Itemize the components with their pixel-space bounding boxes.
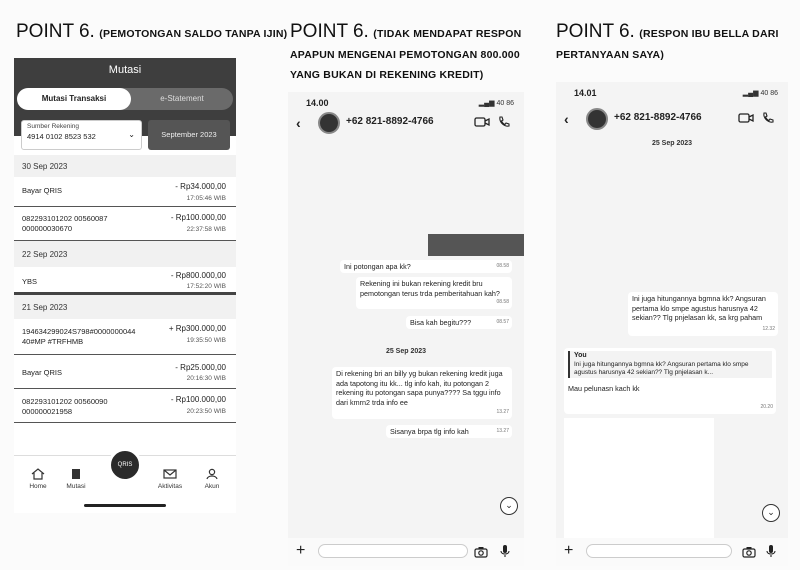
tx-amount: + Rp300.000,00 [168,324,226,333]
message-time: 13.27 [496,427,509,434]
message-time: 13.27 [496,408,509,415]
tx-desc: Bayar QRIS [22,368,63,377]
date-header: 21 Sep 2023 [14,295,236,319]
network-type: 40 [760,90,769,97]
chat-header [556,108,788,132]
plus-icon[interactable]: + [564,542,574,559]
chat-header [288,112,524,136]
month-selector[interactable]: September 2023 [148,120,230,150]
quoted-message[interactable] [568,351,772,378]
transaction-row[interactable] [14,267,236,295]
tx-amount: - Rp25.000,00 [175,363,226,372]
nav-akun-label: Akun [204,483,220,490]
message-input[interactable] [586,544,732,558]
panel1-title-point: POINT 6. [16,21,95,42]
message-time: 12.32 [762,325,775,332]
panel3-title-point: POINT 6. [556,21,635,42]
camera-icon[interactable] [474,546,488,558]
message-time: 08.58 [496,298,509,305]
tx-desc-line2: 000000021958 [22,407,73,416]
nav-aktivitas-label: Aktivitas [157,483,183,490]
status-time: 14.00 [306,98,329,108]
signal-indicator: ▂▄▆ 40 86 [478,100,514,107]
tx-desc: Bayar QRIS [22,186,63,195]
message-bubble[interactable] [340,260,512,273]
nav-home[interactable] [18,468,58,490]
date-header: 22 Sep 2023 [14,241,236,267]
transaction-row[interactable] [14,389,236,423]
microphone-icon[interactable] [500,544,510,558]
status-time: 14.01 [574,88,597,98]
tx-desc: 082293101202 00560090 [22,397,108,406]
microphone-icon[interactable] [766,544,776,558]
panel2-title-point: POINT 6. [290,21,369,42]
message-text: Mau pelunasn kach kk [568,383,640,393]
media-edge [428,234,524,256]
bottom-nav [14,455,236,513]
bank-app-screen [14,58,236,513]
nav-mutasi[interactable] [56,468,96,490]
video-call-icon[interactable] [474,116,490,128]
back-arrow-icon[interactable]: ‹ [296,115,301,131]
tab-mutasi-transaksi[interactable]: Mutasi Transaksi [17,88,131,110]
tx-time: 17:52:20 WIB [186,283,226,290]
panel2-title [290,20,530,84]
message-input-bar [288,538,524,566]
message-input-bar [556,538,788,566]
tx-time: 20:23:50 WIB [186,408,226,415]
tab-e-statement[interactable]: e-Statement [160,94,204,103]
signal-indicator: ▂▄▆ 40 86 [742,90,778,97]
transaction-row[interactable] [14,355,236,389]
avatar[interactable] [318,112,340,134]
panel1-title [16,20,287,44]
tx-time: 19:35:50 WIB [186,337,226,344]
qris-scan-button[interactable]: QRIS [108,448,142,482]
panel3-title-line2: PERTANYAAN SAYA) [556,48,665,61]
panel2-title-line2: APAPUN MENGENAI PEMOTONGAN 800.000 [290,48,520,61]
message-text: Di rekening bri an billy yg bukan rekening kredit juga ada tapotong itu kk... tlg info kah, itu potongan 2 rekening itu potongan sapa punya???? Sa tggu info dari kmrn2 trda info ee [336,369,503,407]
bank-page-title: Mutasi [108,64,142,76]
message-bubble[interactable] [406,316,512,329]
user-icon [206,468,218,480]
transaction-list [14,155,236,423]
home-icon [31,468,45,480]
status-bar [306,98,514,108]
message-text: Rekening ini bukan rekening kredit bru pemotongan terus trda pemberitahuan kah? [360,279,500,298]
message-bubble[interactable] [628,292,778,336]
message-text: Ini potongan apa kk? [344,262,411,271]
contact-name[interactable]: +62 821-8892-4766 [346,116,434,127]
panel2-title-line3: YANG BUKAN DI REKENING KREDIT) [290,68,484,81]
back-arrow-icon[interactable]: ‹ [564,111,569,127]
message-time: 08.57 [496,318,509,325]
tx-time: 20:16:30 WIB [186,375,226,382]
scroll-down-button[interactable]: ⌄ [762,504,780,522]
whatsapp-chat-2 [556,82,788,566]
network-type: 40 [496,100,505,107]
tx-amount: - Rp800.000,00 [170,271,226,280]
phone-icon[interactable] [498,116,510,128]
tx-desc-line2: 40#MP #TRFHMB [22,337,84,346]
date-header: 30 Sep 2023 [14,155,236,177]
rekening-number: 4914 0102 8523 532 [27,132,96,141]
home-indicator [84,504,166,507]
reply-message[interactable] [564,348,776,414]
transaction-row[interactable] [14,207,236,241]
date-separator: 25 Sep 2023 [385,348,427,355]
nav-home-label: Home [29,483,47,490]
phone-icon[interactable] [762,112,774,124]
transaction-row[interactable] [14,177,236,207]
message-time: 20.20 [760,403,773,410]
transaction-row[interactable] [14,319,236,355]
avatar[interactable] [586,108,608,130]
tx-desc: 194634299024S798#0000000044 [22,327,136,336]
battery-level: 86 [506,100,514,107]
status-bar [574,88,778,98]
panel2-title-desc: (TIDAK MENDAPAT RESPON [373,28,522,40]
panel3-title-desc: (RESPON IBU BELLA DARI [639,28,779,40]
message-bubble[interactable] [332,367,512,419]
message-text: Ini juga hitungannya bgmna kk? Angsuran pertama klo smpe agustus harusnya 42 sekian?? Tlg pnjelasan kk, sa krg paham [632,294,766,322]
panel1-title-desc: (PEMOTONGAN SALDO TANPA IJIN) [99,28,288,40]
tx-desc: 082293101202 00560087 [22,214,108,223]
whatsapp-chat-1 [288,92,524,566]
tx-amount: - Rp100.000,00 [170,213,226,222]
nav-akun[interactable] [192,468,232,490]
plus-icon[interactable]: + [296,542,306,559]
tx-time: 17:05:46 WIB [186,195,226,202]
camera-icon[interactable] [742,546,756,558]
document-icon [70,468,82,480]
image-placeholder [564,418,714,538]
rekening-selector[interactable] [21,120,142,150]
message-text: Bisa kah begitu??? [410,318,472,327]
contact-name[interactable]: +62 821-8892-4766 [614,112,702,123]
message-bubble[interactable] [386,425,512,438]
date-separator: 25 Sep 2023 [651,140,693,147]
bank-tabs [17,88,233,110]
nav-aktivitas[interactable] [150,468,190,490]
tx-desc-line2: 000000030670 [22,224,73,233]
video-call-icon[interactable] [738,112,754,124]
rekening-label: Sumber Rekening [27,123,80,130]
tx-amount: - Rp100.000,00 [170,395,226,404]
message-bubble[interactable] [356,277,512,309]
quoted-text: Ini juga hitungannya bgmna kk? Angsuran pertama klo smpe agustus harusnya 42 sekian?? Tlg pnjelasan k... [574,360,749,376]
message-input[interactable] [318,544,468,558]
tx-desc: YBS [22,277,38,286]
panel3-title [556,20,796,64]
tx-time: 22:37:58 WIB [186,226,226,233]
quoted-author: You [574,352,587,359]
tx-amount: - Rp34.000,00 [175,182,226,191]
message-text: Sisanya brpa tlg info kah [390,427,469,436]
chevron-down-icon: ⌄ [128,130,135,139]
scroll-down-button[interactable]: ⌄ [500,497,518,515]
battery-level: 86 [770,90,778,97]
mail-icon [163,468,177,480]
nav-mutasi-label: Mutasi [66,483,86,490]
message-time: 08.58 [496,262,509,269]
